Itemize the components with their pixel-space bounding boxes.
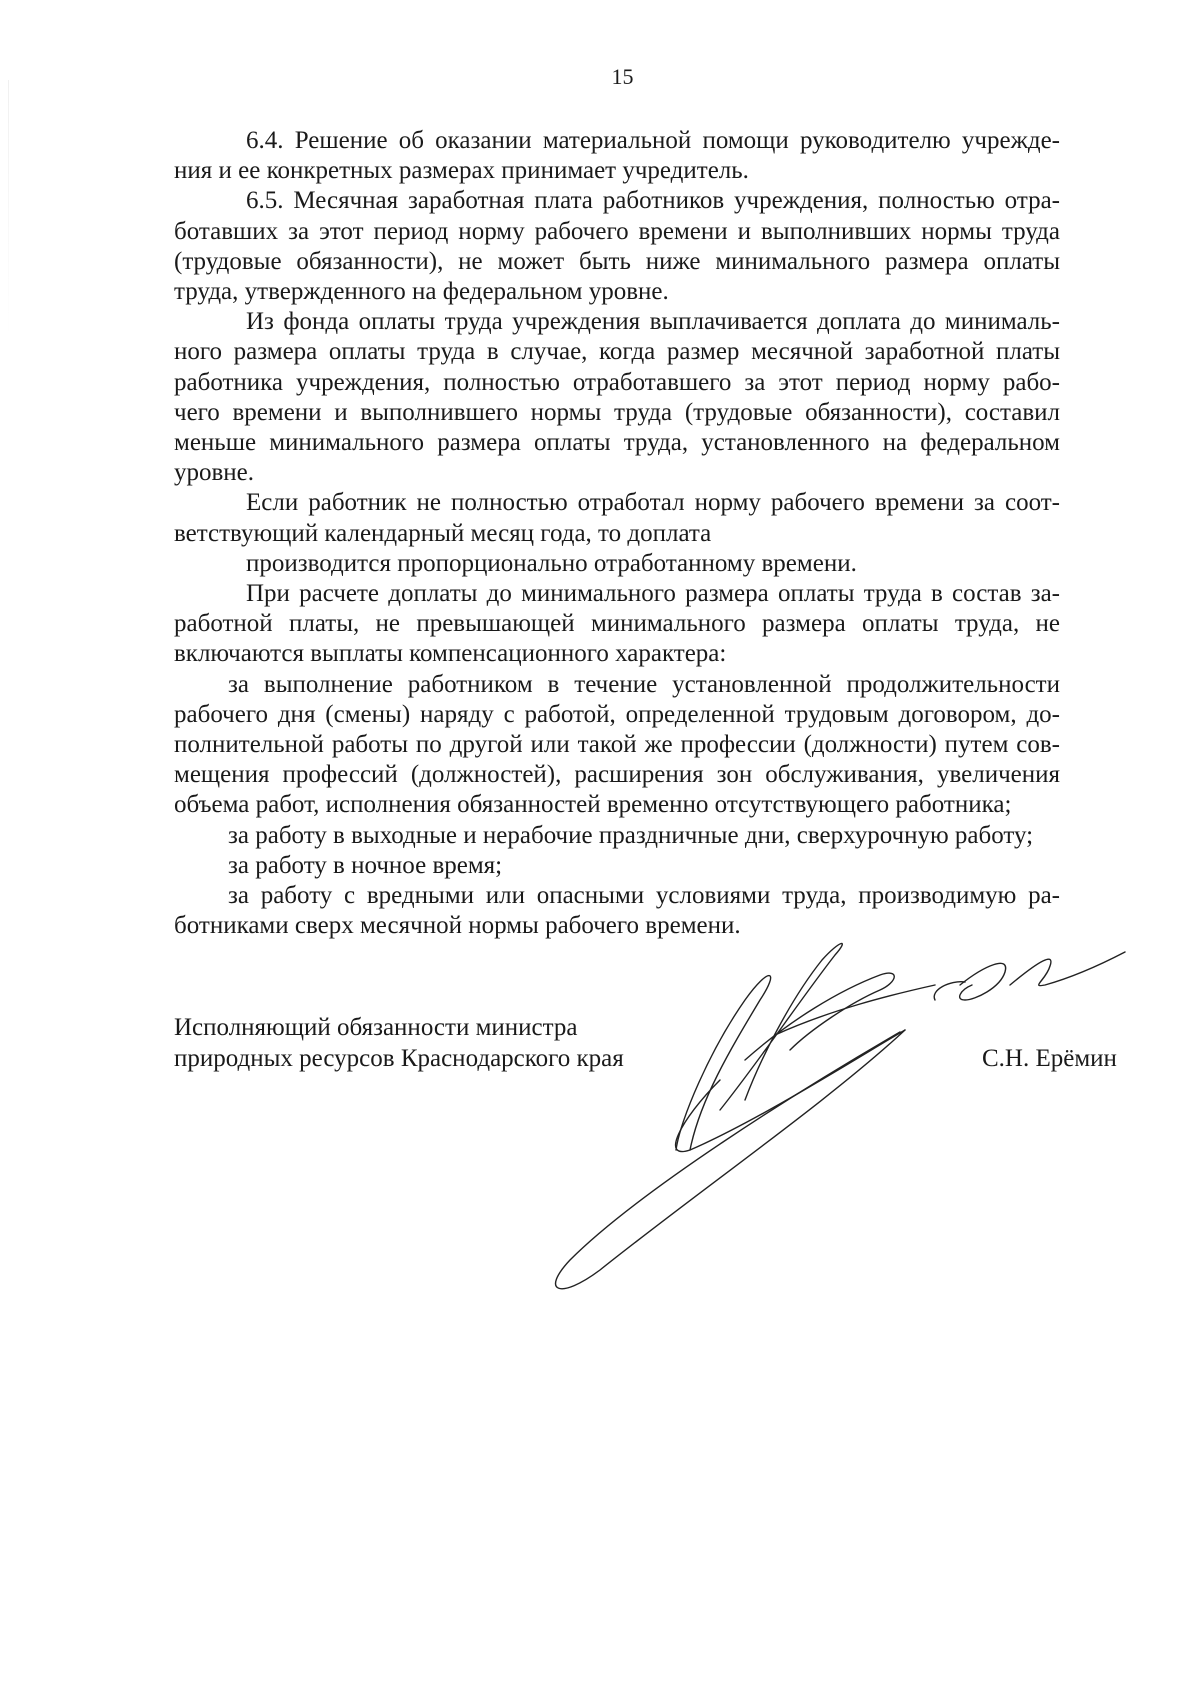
scan-edge-mark — [8, 80, 9, 340]
paragraph-fund-line-6: уровне. — [174, 459, 255, 487]
paragraph-calc-line-3: включаются выплаты компенсационного характера: — [174, 640, 727, 668]
signatory-title — [174, 1012, 624, 1074]
list-item-2: за работу в выходные и нерабочие праздничные дни, сверхурочную работу; — [228, 821, 1034, 849]
list-item-1-line-3: полнительной работы по другой или такой же профессии (должности) путем сов- — [174, 731, 1060, 759]
paragraph-calc-line-2: работной платы, не превышающей минимального размера оплаты труда, не — [174, 610, 1060, 638]
page-number: 15 — [611, 64, 634, 89]
paragraph-fund-line-5: меньше минимального размера оплаты труда, установленного на федеральном — [174, 429, 1060, 457]
paragraph-6-5-line-2: ботавших за этот период норму рабочего времени и выполнивших нормы труда — [174, 217, 1060, 245]
list-item-1-line-5: объема работ, исполнения обязанностей временно отсутствующего работника; — [174, 791, 1012, 819]
list-item-3: за работу в ночное время; — [228, 851, 503, 879]
paragraph-6-5-line-1: 6.5. Месячная заработная плата работников учреждения, полностью отра- — [246, 187, 1060, 215]
list-item-1-line-4: мещения профессий (должностей), расширения зон обслуживания, увеличения — [174, 761, 1060, 789]
signatory-title-line-1: Исполняющий обязанности министра — [174, 1014, 578, 1041]
paragraph-partial-line-1: Если работник не полностью отработал норму рабочего времени за соот- — [246, 489, 1060, 517]
paragraph-fund-line-3: работника учреждения, полностью отработавшего за этот период норму рабо- — [174, 368, 1060, 396]
list-item-4-line-1: за работу с вредными или опасными условиями труда, производимую ра- — [228, 882, 1060, 910]
paragraph-fund-line-2: ного размера оплаты труда в случае, когда размер месячной заработной платы — [174, 338, 1060, 366]
list-item-4-line-2: ботниками сверх месячной нормы рабочего времени. — [174, 912, 741, 940]
list-item-1-line-1: за выполнение работником в течение установленной продолжительности — [228, 670, 1060, 698]
signatory-name: С.Н. Ерёмин — [982, 1045, 1117, 1072]
paragraph-6-4-line-2: ния и ее конкретных размерах принимает учредитель. — [174, 157, 749, 185]
paragraph-calc-line-1: При расчете доплаты до минимального размера оплаты труда в состав за- — [246, 580, 1060, 608]
paragraph-partial-line-3: производится пропорционально отработанному времени. — [246, 549, 857, 577]
paragraph-6-5-line-3: (трудовые обязанности), не может быть ниже минимального размера оплаты — [174, 247, 1060, 275]
paragraph-fund-line-1: Из фонда оплаты труда учреждения выплачивается доплата до минималь- — [246, 308, 1060, 336]
list-item-1-line-2: рабочего дня (смены) наряду с работой, определенной трудовым договором, до- — [174, 700, 1060, 728]
signatory-title-line-2: природных ресурсов Краснодарского края — [174, 1045, 624, 1072]
paragraph-partial-line-2: ветствующий календарный месяц года, то доплата — [174, 519, 712, 547]
paragraph-6-5-line-4: труда, утвержденного на федеральном уровне. — [174, 278, 669, 306]
paragraph-fund-line-4: чего времени и выполнившего нормы труда (трудовые обязанности), составил — [174, 398, 1060, 426]
paragraph-6-4-line-1: 6.4. Решение об оказании материальной помощи руководителю учрежде- — [246, 127, 1060, 154]
document-body — [174, 126, 1060, 941]
